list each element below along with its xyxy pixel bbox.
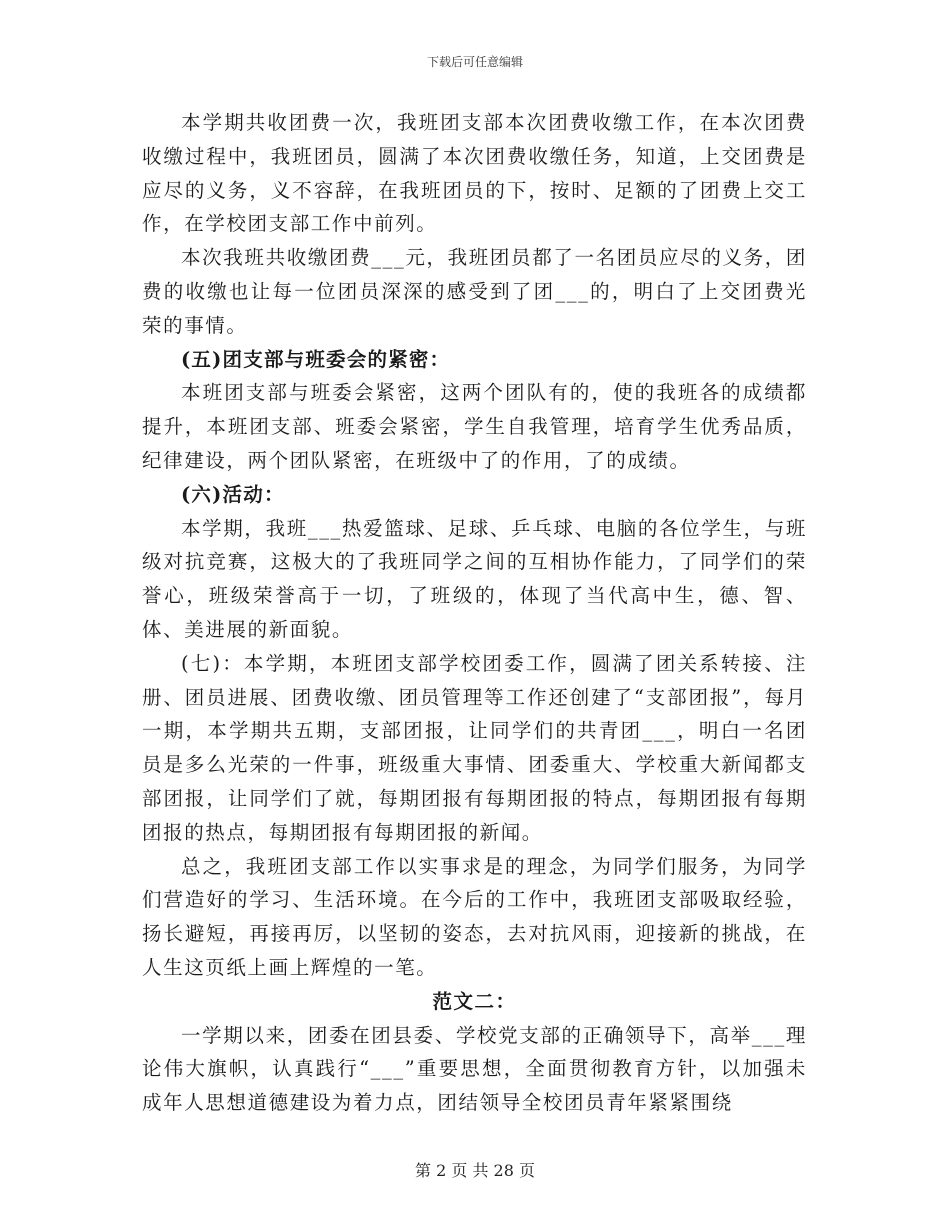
document-body <box>142 106 807 1120</box>
page-number: 第 2 页 共 28 页 <box>415 1161 535 1180</box>
paragraph-1: 本学期共收团费一次，我班团支部本次团费收缴工作，在本次团费收缴过程中，我班团员，圆满了本次团费收缴任务，知道，上交团费是应尽的义务，义不容辞，在我班团员的下，按时、足额的了团费上交工作，在学校团支部工作中前列。 <box>142 111 807 236</box>
paragraph-7: 一学期以来，团委在团县委、学校党支部的正确领导下，高举___理论伟大旗帜，认真践行“___”重要思想，全面贯彻教育方针，以加强未成年人思想道德建设为着力点，团结领导全校团员青年紧紧围绕 <box>142 1023 807 1115</box>
paragraph-5: (七)：本学期，本班团支部学校团委工作，圆满了团关系转接、注册、团员进展、团费收缴、团员管理等工作还创建了“支部团报”，每月一期，本学期共五期，支部团报，让同学们的共青团___，明白一名团员是多么光荣的一件事，班级重大事情、团委重大、学校重大新闻都支部团报，让同学们了就，每期团报有每期团报的特点，每期团报有每期团报的热点，每期团报有每期团报的新闻。 <box>142 651 807 844</box>
paragraph-3: 本班团支部与班委会紧密，这两个团队有的，使的我班各的成绩都提升，本班团支部、班委会紧密，学生自我管理，培育学生优秀品质，纪律建设，两个团队紧密，在班级中了的作用，了的成绩。 <box>142 381 807 472</box>
page-header: 下载后可任意编辑 <box>426 55 523 69</box>
section-heading-5: (五)团支部与班委会的紧密： <box>181 347 451 371</box>
paragraph-2: 本次我班共收缴团费___元，我班团员都了一名团员应尽的义务，团费的收缴也让每一位团员深深的感受到了团___的，明白了上交团费光荣的事情。 <box>142 246 807 337</box>
paragraph-6: 总之，我班团支部工作以实事求是的理念，为同学们服务，为同学们营造好的学习、生活环境。在今后的工作中，我班团支部吸取经验，扬长避短，再接再厉，以坚韧的姿态，去对抗风雨，迎接新的挑战，在人生这页纸上画上辉煌的一笔。 <box>142 854 807 979</box>
paragraph-4: 本学期，我班___热爱篮球、足球、乒乓球、电脑的各位学生，与班级对抗竞赛，这极大的了我班同学之间的互相协作能力，了同学们的荣誉心，班级荣誉高于一切，了班级的，体现了当代高中生，德、智、体、美进展的新面貌。 <box>142 516 807 641</box>
sample-heading: 范文二： <box>432 989 517 1013</box>
section-heading-6: (六)活动： <box>181 482 285 506</box>
